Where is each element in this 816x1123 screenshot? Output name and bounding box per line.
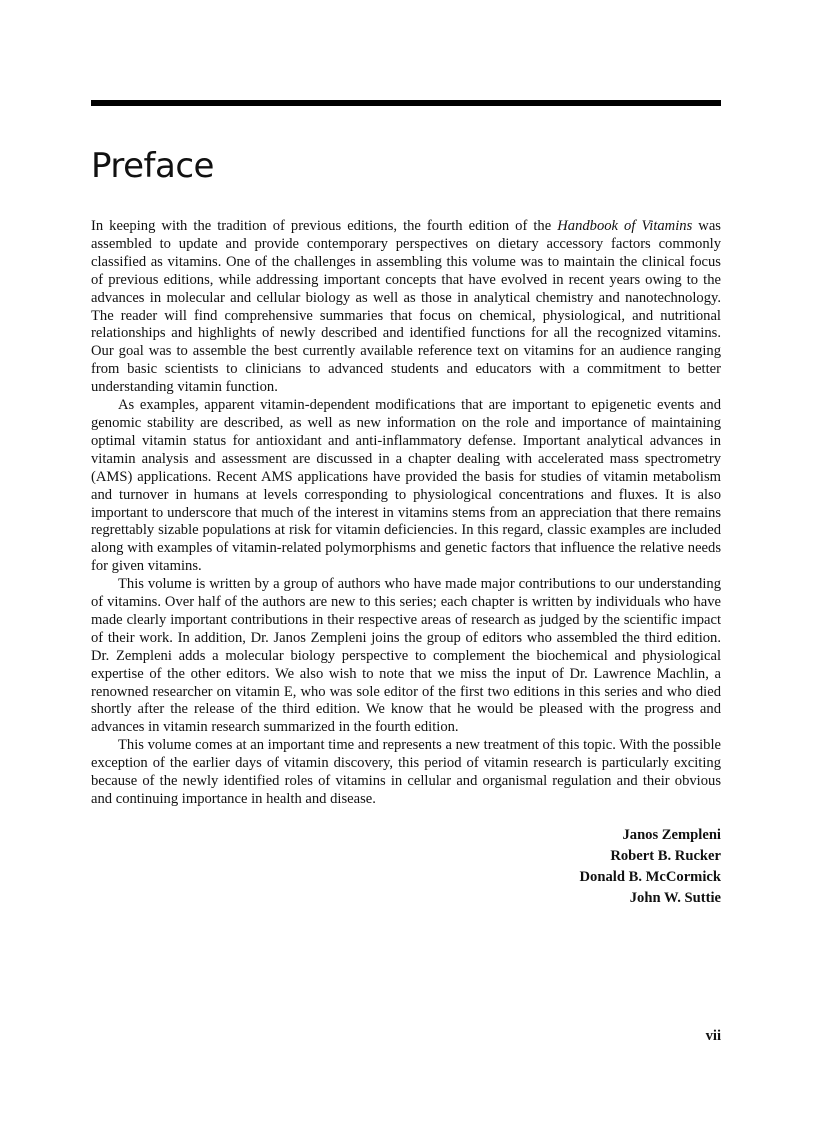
book-title-italic: Handbook of Vitamins xyxy=(557,218,693,234)
paragraph-1 xyxy=(91,218,721,397)
signature-zempleni: Janos Zempleni xyxy=(622,826,721,843)
top-rule xyxy=(91,100,721,106)
signature-mccormick: Donald B. McCormick xyxy=(579,868,721,885)
signature-rucker: Robert B. Rucker xyxy=(610,847,721,864)
page-title: Preface xyxy=(91,146,214,186)
document-page xyxy=(91,100,721,1044)
paragraph-4: This volume comes at an important time and represents a new treatment of this topic. With the possible exception of the earlier days of vitamin discovery, this period of vitamin research is particularly exciting because of the newly identified roles of vitamins in cellular and organismal regulation and their obvious and continuing importance in health and disease. xyxy=(91,737,721,807)
paragraph-2: As examples, apparent vitamin-dependent modifications that are important to epigenetic events and genomic stability are described, as well as new information on the role and importance of maintaining optimal vitamin status for antioxidant and anti-inflammatory defense. Important analytical advances in vitamin analysis and assessment are discussed in a chapter dealing with accelerated mass spectrometry (AMS) applications. Recent AMS applications have provided the basis for studies of vitamin metabolism and turnover in humans at levels corresponding to physiological concentrations and fluxes. It is also important to underscore that much of the interest in vitamins stems from an appreciation that there remains regrettably sizable populations at risk for vitamin deficiencies. In this regard, classic examples are included along with examples of vitamin-related polymorphisms and genetic factors that influence the relative needs for given vitamins. xyxy=(91,397,721,575)
paragraph-1-rest: was assembled to update and provide contemporary perspectives on dietary accessory factors commonly classified as vitamins. One of the challenges in assembling this volume was to maintain the clinical focus of previous editions, while addressing important concepts that have evolved in recent years owing to the advances in molecular and cellular biology as well as those in analytical chemistry and nanotechnology. The reader will find comprehensive summaries that focus on chemical, physiological, and nutritional relationships and highlights of newly described and identified functions for all the recognized vitamins. Our goal was to assemble the best currently available reference text on vitamins for an audience ranging from basic scientists to clinicians to advanced students and educators with a commitment to better understanding vitamin function. xyxy=(91,218,721,396)
paragraph-1-start: In keeping with the tradition of previous editions, the fourth edition of the xyxy=(91,218,558,234)
preface-body xyxy=(91,218,721,809)
signature-block xyxy=(91,825,721,909)
signature-suttie: John W. Suttie xyxy=(629,889,721,906)
page-number: vii xyxy=(705,1028,721,1044)
paragraph-3: This volume is written by a group of authors who have made major contributions to our understanding of vitamins. Over half of the authors are new to this series; each chapter is written by individuals who have made clearly important contributions in their respective areas of research as judged by the scientific impact of their work. In addition, Dr. Janos Zempleni joins the group of editors who assembled the third edition. Dr. Zempleni adds a molecular biology perspective to complement the biochemical and physiological expertise of the other editors. We also wish to note that we miss the input of Dr. Lawrence Machlin, a renowned researcher on vitamin E, who was sole editor of the first two editions in this series and who died shortly after the release of the third edition. We know that he would be pleased with the progress and advances in vitamin research summarized in the fourth edition. xyxy=(91,576,721,736)
